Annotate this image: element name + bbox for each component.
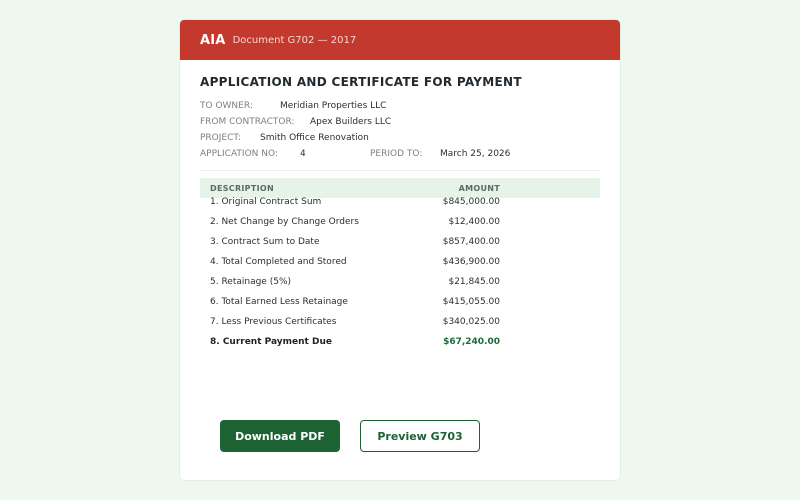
row-amount: $415,055.00: [442, 297, 500, 307]
row-amount: $857,400.00: [442, 237, 500, 247]
brand-logo-text: AIA: [200, 32, 226, 48]
period-value: March 25, 2026: [440, 149, 511, 159]
project-label: PROJECT:: [200, 133, 241, 143]
download-pdf-button[interactable]: Download PDF: [220, 420, 340, 452]
column-header-amount: AMOUNT: [458, 184, 500, 193]
row-amount: $21,845.00: [448, 277, 500, 287]
row-amount: $340,025.00: [442, 317, 500, 327]
row-amount: $845,000.00: [442, 197, 500, 207]
row-amount: $436,900.00: [442, 257, 500, 267]
row-description: 5. Retainage (5%): [210, 277, 292, 287]
current-payment-amount: $67,240.00: [443, 337, 500, 347]
table-row: [200, 217, 600, 237]
row-description: 2. Net Change by Change Orders: [210, 217, 359, 227]
table-row: [200, 297, 600, 317]
column-header-description: DESCRIPTION: [210, 184, 274, 193]
row-description: 4. Total Completed and Stored: [210, 257, 347, 267]
table-row: [200, 197, 600, 217]
row-description: 8. Current Payment Due: [210, 337, 332, 347]
table-header: [200, 178, 600, 198]
document-id: Document G702 — 2017: [232, 34, 357, 46]
table-row: [200, 257, 600, 277]
contractor-value: Apex Builders LLC: [310, 117, 392, 127]
owner-label: TO OWNER:: [200, 101, 253, 111]
period-label: PERIOD TO:: [370, 149, 423, 159]
row-description: 3. Contract Sum to Date: [210, 237, 320, 247]
page-title: APPLICATION AND CERTIFICATE FOR PAYMENT: [200, 75, 522, 89]
table-row-total: [200, 337, 600, 357]
section-divider: [200, 170, 600, 171]
payment-application-card: [180, 20, 620, 480]
contractor-label: FROM CONTRACTOR:: [200, 117, 295, 127]
project-value: Smith Office Renovation: [260, 133, 369, 143]
table-row: [200, 317, 600, 337]
owner-value: Meridian Properties LLC: [280, 101, 387, 111]
row-description: 1. Original Contract Sum: [210, 197, 322, 207]
row-description: 7. Less Previous Certificates: [210, 317, 337, 327]
application-no-value: 4: [300, 149, 306, 159]
table-row: [200, 277, 600, 297]
table-row: [200, 237, 600, 257]
preview-g703-button[interactable]: Preview G703: [360, 420, 480, 452]
document-header: [180, 20, 620, 60]
application-no-label: APPLICATION NO:: [200, 149, 278, 159]
row-description: 6. Total Earned Less Retainage: [210, 297, 348, 307]
row-amount: $12,400.00: [448, 217, 500, 227]
